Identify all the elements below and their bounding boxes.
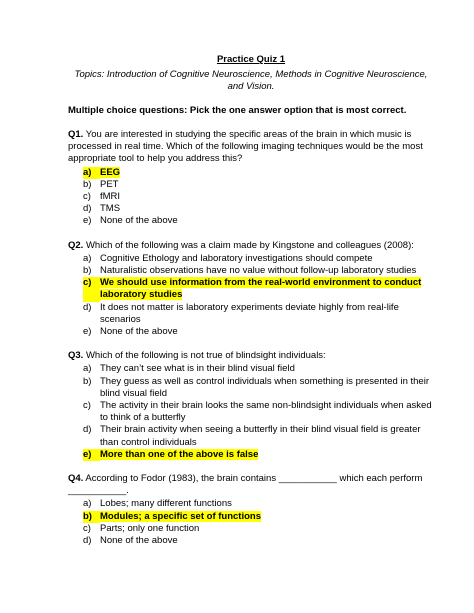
answer-option-correct — [83, 511, 434, 523]
option-letter: b) — [83, 265, 92, 277]
quiz-title: Practice Quiz 1 — [216, 54, 286, 65]
quiz-instructions: Multiple choice questions: Pick the one answer option that is most correct. — [68, 105, 407, 116]
answer-option — [83, 253, 434, 265]
answer-option — [83, 265, 434, 277]
option-text: fMRI — [100, 191, 121, 203]
option-text: None of the above — [100, 215, 178, 227]
question-prompt — [68, 129, 434, 166]
option-letter: b) — [83, 178, 92, 190]
option-text-wrap — [100, 424, 434, 448]
option-text-wrap — [100, 302, 434, 326]
option-text-wrap — [100, 535, 434, 547]
option-text-wrap — [100, 253, 434, 265]
option-text: It does not matter is laboratory experiments deviate highly from real-life scenarios — [100, 301, 399, 325]
question-prompt — [68, 473, 434, 497]
answer-option — [83, 400, 434, 424]
option-text-wrap — [100, 363, 434, 375]
question-number: Q3. — [68, 350, 84, 362]
answer-options — [68, 253, 434, 338]
option-text-wrap — [100, 498, 434, 510]
option-text-wrap — [100, 376, 434, 400]
answer-option-correct — [83, 277, 434, 301]
question-text: Which of the following was a claim made by Kingstone and colleagues (2008): — [83, 239, 414, 251]
question-4 — [68, 473, 434, 547]
option-letter: d) — [83, 424, 92, 436]
quiz-topics: Topics: Introduction of Cognitive Neuroscience, Methods in Cognitive Neuroscience, and Vision. — [74, 69, 428, 92]
option-text: Naturalistic observations have no value without follow-up laboratory studies — [100, 265, 417, 277]
answer-options — [68, 498, 434, 547]
answer-option — [83, 302, 434, 326]
answer-option — [83, 376, 434, 400]
option-text-wrap — [100, 400, 434, 424]
option-letter: c) — [83, 191, 91, 203]
option-letter: c) — [83, 522, 91, 534]
option-text: They can’t see what is in their blind visual field — [100, 363, 295, 375]
answer-option — [83, 523, 434, 535]
option-letter: e) — [83, 326, 92, 338]
question-3 — [68, 350, 434, 461]
option-letter: a) — [83, 167, 100, 179]
question-2 — [68, 240, 434, 339]
option-text: None of the above — [100, 535, 178, 547]
option-text-wrap — [100, 203, 434, 215]
option-text-highlighted: Modules; a specific set of functions — [100, 510, 261, 522]
option-letter: d) — [83, 203, 92, 215]
answer-option — [83, 535, 434, 547]
option-text-wrap — [100, 511, 434, 523]
option-text-wrap — [100, 277, 434, 301]
answer-options — [68, 363, 434, 461]
answer-option — [83, 215, 434, 227]
option-text: They guess as well as control individuals when something is presented in their blind visual field — [100, 375, 429, 399]
question-text: Which of the following is not true of blindsight individuals: — [83, 350, 326, 362]
option-text-wrap — [100, 326, 434, 338]
option-text-wrap — [100, 191, 434, 203]
option-text: Lobes; many different functions — [100, 498, 232, 510]
answer-option-correct — [83, 449, 434, 461]
question-text: According to Fodor (1983), the brain contains ___________ which each perform ___________. — [68, 473, 423, 497]
option-letter: c) — [83, 277, 100, 301]
option-text: Parts; only one function — [100, 522, 200, 534]
option-letter: d) — [83, 535, 92, 547]
option-text-wrap — [100, 265, 434, 277]
question-prompt — [68, 350, 434, 362]
question-1 — [68, 129, 434, 228]
option-text-wrap — [100, 523, 434, 535]
option-letter: b) — [83, 375, 92, 387]
answer-option — [83, 363, 434, 375]
answer-option — [83, 191, 434, 203]
option-text-wrap — [100, 179, 434, 191]
option-letter: a) — [83, 252, 92, 264]
option-letter: a) — [83, 363, 92, 375]
option-text-wrap — [100, 167, 434, 179]
question-number: Q4. — [68, 473, 84, 485]
question-number: Q1. — [68, 129, 84, 140]
option-text-wrap — [100, 449, 434, 461]
option-text-wrap — [100, 215, 434, 227]
answer-option — [83, 203, 434, 215]
question-list — [68, 129, 434, 547]
option-letter: d) — [83, 301, 92, 313]
answer-option — [83, 179, 434, 191]
option-text-highlighted: EEG — [100, 166, 121, 178]
answer-option-correct — [83, 167, 434, 179]
option-letter: a) — [83, 498, 92, 510]
question-number: Q2. — [68, 239, 84, 251]
option-text-highlighted: We should use information from the real-world environment to conduct laboratory studies — [100, 277, 422, 301]
question-prompt — [68, 240, 434, 252]
answer-option — [83, 424, 434, 448]
option-text: The activity in their brain looks the same non-blindsight individuals when asked to think of a butterfly — [100, 400, 432, 424]
option-text: Their brain activity when seeing a butterfly in their blind visual field is greater than control individuals — [100, 424, 421, 448]
option-letter: e) — [83, 449, 100, 461]
option-text: Cognitive Ethology and laboratory investigations should compete — [100, 252, 373, 264]
option-text: PET — [100, 178, 119, 190]
answer-option — [83, 498, 434, 510]
option-letter: c) — [83, 400, 91, 412]
option-letter: e) — [83, 215, 92, 227]
option-text: None of the above — [100, 326, 178, 338]
option-text: TMS — [100, 203, 121, 215]
option-text-highlighted: More than one of the above is false — [100, 448, 259, 460]
answer-options — [68, 167, 434, 228]
option-letter: b) — [83, 511, 100, 523]
question-text: You are interested in studying the specific areas of the brain in which music is processed in real time. Which of the following imaging techniques would be the most appropriate tool to help you address this? — [68, 129, 423, 165]
answer-option — [83, 326, 434, 338]
